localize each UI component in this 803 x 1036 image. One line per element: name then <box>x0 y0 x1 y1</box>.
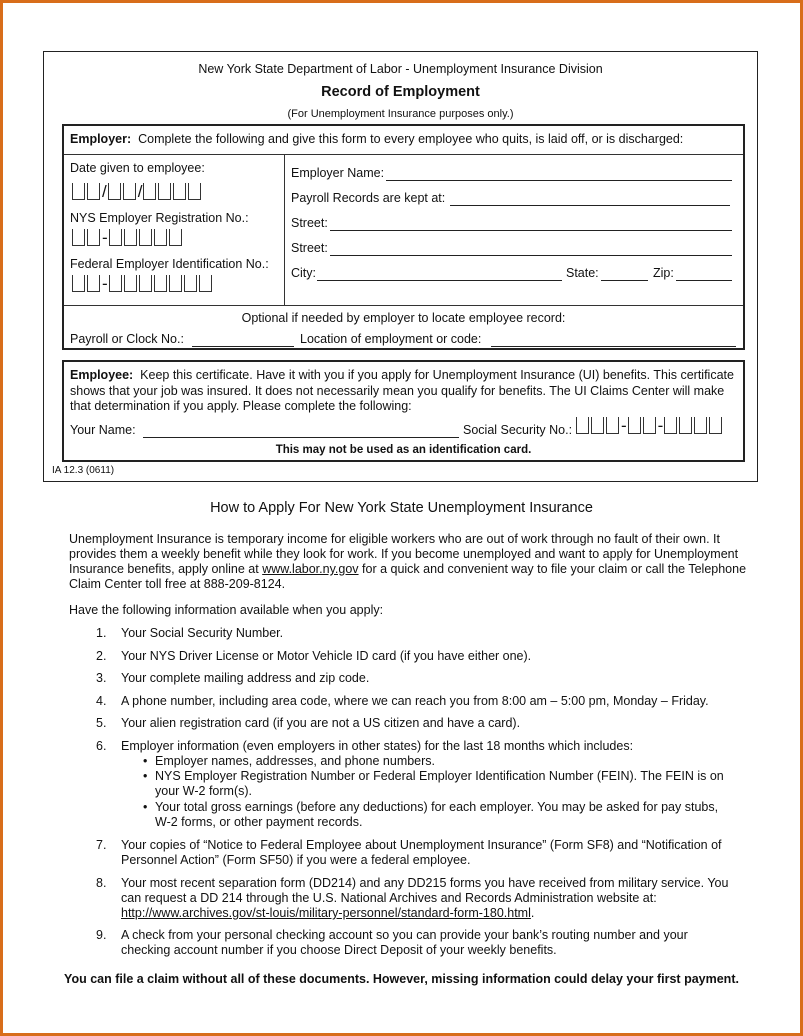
optional-locator <box>64 305 743 350</box>
street2-label: Street: <box>291 241 328 255</box>
your-name-label: Your Name: <box>70 423 136 437</box>
zip-label: Zip: <box>653 266 674 280</box>
nys-registration-field[interactable]: - <box>72 229 184 246</box>
state-field[interactable] <box>601 280 648 281</box>
employer-id-panel <box>64 155 285 305</box>
employee-heading-label: Employee: <box>70 368 134 382</box>
your-name-field[interactable] <box>143 437 459 438</box>
payroll-records-field[interactable] <box>450 205 730 206</box>
city-label: City: <box>291 266 316 280</box>
intro-text-after: for a quick and convenient way to file your claim or call the Telephone Claim Center toll free at 888-209-8124. <box>69 562 747 591</box>
payroll-clock-label: Payroll or Clock No.: <box>70 332 184 346</box>
employer-heading-label: Employer: <box>70 132 132 146</box>
street1-label: Street: <box>291 216 328 230</box>
date-given-field[interactable]: / / <box>72 183 203 200</box>
zip-field[interactable] <box>676 280 732 281</box>
form-title: Record of Employment <box>321 84 480 100</box>
id-card-note: This may not be used as an identification card. <box>275 444 532 456</box>
ssn-field[interactable]: - - <box>576 417 724 434</box>
payroll-records-label: Payroll Records are kept at: <box>291 191 446 205</box>
street2-field[interactable] <box>330 255 732 256</box>
nys-registration-label: NYS Employer Registration No.: <box>70 211 249 225</box>
location-label: Location of employment or code: <box>300 332 482 346</box>
intro-text-before: Unemployment Insurance is temporary income for eligible workers who are out of work through no fault of their own. It provides them a weekly benefit while they look for work. If you become unemployed and want to apply for Unemployment Insurance benefits, apply online at <box>69 532 739 576</box>
payroll-clock-field[interactable] <box>192 346 294 347</box>
city-field[interactable] <box>317 280 562 281</box>
location-field[interactable] <box>491 346 736 347</box>
optional-text: Optional if needed by employer to locate employee record: <box>241 311 566 325</box>
footer-note: You can file a claim without all of these documents. However, missing information could delay your first payment. <box>64 972 739 986</box>
employer-section <box>62 124 745 350</box>
agency-name: New York State Department of Labor - Unemployment Insurance Division <box>198 62 603 76</box>
employer-name-label: Employer Name: <box>291 166 385 180</box>
employer-heading-text: Complete the following and give this form to every employee who quits, is laid off, or is discharged: <box>138 132 684 146</box>
employee-heading-text: Keep this certificate. Have it with you if you apply for Unemployment Insurance (UI) benefits. This certificate shows that your job was insured. It does not necessarily mean you qualify for benefits. The UI Claims Center will make that determination if you apply. Please complete the following: <box>70 368 734 414</box>
form-code: IA 12.3 (0611) <box>52 465 115 476</box>
fein-field[interactable]: - <box>72 275 214 292</box>
state-label: State: <box>566 266 599 280</box>
archives-link-row: http://www.archives.gov/st-louis/military-personnel/standard-form-180.html. <box>121 906 535 920</box>
date-given-label: Date given to employee: <box>70 161 205 175</box>
employee-section <box>62 360 745 462</box>
intro-paragraph <box>69 532 749 592</box>
ssn-label: Social Security No.: <box>463 423 573 437</box>
employer-name-field[interactable] <box>386 180 732 181</box>
employer-instructions <box>64 126 743 155</box>
form-subtitle: (For Unemployment Insurance purposes only.) <box>287 108 514 120</box>
have-info-text: Have the following information available when you apply: <box>69 603 384 617</box>
labor-website-link[interactable]: www.labor.ny.gov <box>262 562 359 576</box>
street1-field[interactable] <box>330 230 732 231</box>
employee-instructions <box>70 368 735 415</box>
archives-link[interactable]: http://www.archives.gov/st-louis/military-personnel/standard-form-180.html <box>121 906 531 920</box>
how-to-title: How to Apply For New York State Unemployment Insurance <box>210 500 593 516</box>
fein-label: Federal Employer Identification No.: <box>70 257 269 271</box>
